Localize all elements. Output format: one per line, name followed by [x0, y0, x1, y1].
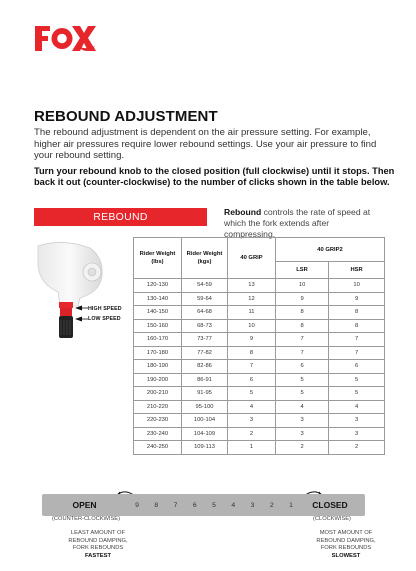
cell-grip2-hsr: 5: [329, 373, 385, 387]
cell-weight-kgs: 95-100: [182, 400, 228, 414]
click-number: 4: [231, 501, 236, 509]
cell-weight-lbs: 230-240: [134, 427, 182, 441]
rebound-description: [224, 207, 374, 239]
cell-grip2-lsr: 2: [276, 441, 329, 455]
cell-grip: 5: [228, 387, 276, 401]
cell-weight-kgs: 82-86: [182, 360, 228, 374]
cell-grip: 12: [228, 292, 276, 306]
open-note-line1: LEAST AMOUNT OF: [70, 530, 126, 536]
header-40-grip: 40 GRIP: [228, 238, 276, 279]
cell-weight-lbs: 180-190: [134, 360, 182, 374]
table-row: [134, 346, 385, 360]
closed-note: [296, 530, 396, 560]
table-body: [134, 279, 385, 455]
cell-grip2-lsr: 9: [276, 292, 329, 306]
rebound-description-text: controls the rate of speed at which the fork extends after compressing.: [224, 207, 371, 239]
cell-grip2-hsr: 8: [329, 319, 385, 333]
closed-label: CLOSED: [312, 500, 348, 510]
click-scale: [42, 494, 365, 516]
cell-weight-kgs: 91-95: [182, 387, 228, 401]
table-row: [134, 400, 385, 414]
closed-note-line1: MOST AMOUNT OF: [319, 530, 373, 536]
table-row: [134, 427, 385, 441]
cell-grip2-lsr: 10: [276, 279, 329, 293]
cell-grip2-hsr: 7: [329, 333, 385, 347]
cell-weight-lbs: 220-230: [134, 414, 182, 428]
cell-weight-kgs: 64-68: [182, 306, 228, 320]
closed-direction: (CLOCKWISE): [313, 516, 351, 522]
high-speed-label: HIGH SPEED: [88, 306, 122, 312]
cell-grip: 8: [228, 346, 276, 360]
click-number: 8: [154, 501, 159, 509]
cell-grip2-hsr: 6: [329, 360, 385, 374]
table-row: [134, 387, 385, 401]
header-40-grip2: 40 GRIP2: [276, 238, 385, 262]
closed-note-line2: REBOUND DAMPING,: [316, 537, 376, 544]
cell-grip2-hsr: 2: [329, 441, 385, 455]
table-row: [134, 373, 385, 387]
cell-grip2-lsr: 6: [276, 360, 329, 374]
cell-weight-kgs: 59-64: [182, 292, 228, 306]
cell-weight-kgs: 54-59: [182, 279, 228, 293]
header-rider-weight-lbs: Rider Weight (lbs): [134, 238, 182, 279]
fork-illustration: [32, 240, 132, 355]
cell-weight-lbs: 210-220: [134, 400, 182, 414]
click-number: 9: [135, 501, 139, 509]
cell-grip: 1: [228, 441, 276, 455]
click-number: 1: [289, 501, 293, 509]
open-label: OPEN: [72, 500, 97, 510]
open-note: [48, 530, 148, 560]
cell-grip2-lsr: 3: [276, 414, 329, 428]
click-number: 7: [173, 501, 178, 509]
cell-grip2-lsr: 8: [276, 319, 329, 333]
open-note-emphasis: FASTEST: [84, 552, 112, 559]
fox-logo: [34, 24, 96, 52]
cell-grip: 2: [228, 427, 276, 441]
cell-grip2-lsr: 3: [276, 427, 329, 441]
low-speed-label: LOW SPEED: [88, 316, 121, 322]
rebound-description-bold: Rebound: [224, 207, 262, 217]
intro-paragraph: The rebound adjustment is dependent on the air pressure setting. For example, higher air pressures require lower rebound settings. Use your air pressure to find your rebound setting.: [34, 127, 377, 161]
cell-grip2-hsr: 10: [329, 279, 385, 293]
cell-weight-lbs: 190-200: [134, 373, 182, 387]
cell-grip2-hsr: 3: [329, 427, 385, 441]
cell-grip: 7: [228, 360, 276, 374]
cell-grip: 13: [228, 279, 276, 293]
cell-weight-lbs: 150-160: [134, 319, 182, 333]
cell-grip: 6: [228, 373, 276, 387]
header-hsr: HSR: [329, 262, 385, 279]
cell-weight-kgs: 86-91: [182, 373, 228, 387]
closed-note-emphasis: SLOWEST: [331, 552, 361, 559]
cell-weight-lbs: 140-150: [134, 306, 182, 320]
cell-grip2-hsr: 7: [329, 346, 385, 360]
rebound-table: [133, 237, 385, 455]
table-row: [134, 360, 385, 374]
cell-grip2-hsr: 4: [329, 400, 385, 414]
cell-weight-kgs: 77-82: [182, 346, 228, 360]
cell-weight-kgs: 104-109: [182, 427, 228, 441]
cell-grip2-lsr: 5: [276, 373, 329, 387]
table-row: [134, 292, 385, 306]
cell-weight-kgs: 100-104: [182, 414, 228, 428]
cell-weight-lbs: 240-250: [134, 441, 182, 455]
cell-grip2-hsr: 3: [329, 414, 385, 428]
cell-grip: 9: [228, 333, 276, 347]
open-note-line2: REBOUND DAMPING,: [68, 537, 128, 544]
click-number: 6: [192, 501, 197, 509]
cell-weight-lbs: 160-170: [134, 333, 182, 347]
click-number: 5: [212, 501, 216, 509]
cell-grip2-lsr: 4: [276, 400, 329, 414]
cell-grip: 3: [228, 414, 276, 428]
fork-lower-icon: [32, 240, 132, 355]
cell-grip2-hsr: 8: [329, 306, 385, 320]
cell-grip2-lsr: 5: [276, 387, 329, 401]
cell-weight-kgs: 68-73: [182, 319, 228, 333]
page-title: REBOUND ADJUSTMENT: [34, 108, 218, 125]
header-rider-weight-kgs: Rider Weight (kgs): [182, 238, 228, 279]
cell-weight-kgs: 109-113: [182, 441, 228, 455]
cell-grip2-hsr: 5: [329, 387, 385, 401]
cell-grip2-lsr: 8: [276, 306, 329, 320]
cell-weight-kgs: 73-77: [182, 333, 228, 347]
open-direction: (COUNTER-CLOCKWISE): [52, 516, 120, 522]
cell-grip2-hsr: 9: [329, 292, 385, 306]
cell-weight-lbs: 170-180: [134, 346, 182, 360]
cell-grip: 10: [228, 319, 276, 333]
cell-grip2-lsr: 7: [276, 333, 329, 347]
cell-weight-lbs: 200-210: [134, 387, 182, 401]
table-row: [134, 441, 385, 455]
closed-note-line3: FORK REBOUNDS: [320, 545, 372, 551]
click-number: 2: [269, 501, 274, 509]
instruction-paragraph: Turn your rebound knob to the closed position (full clockwise) until it stops. Then back it out (counter-clockwise) to the number of clicks shown in the table below.: [34, 166, 395, 188]
cell-grip: 4: [228, 400, 276, 414]
table-row: [134, 333, 385, 347]
click-numbers: [130, 494, 298, 516]
table-row: [134, 414, 385, 428]
fox-logo-icon: [34, 24, 96, 52]
cell-grip2-lsr: 7: [276, 346, 329, 360]
open-note-line3: FORK REBOUNDS: [72, 545, 124, 551]
cell-weight-lbs: 130-140: [134, 292, 182, 306]
table-row: [134, 319, 385, 333]
cell-grip: 11: [228, 306, 276, 320]
table-row: [134, 306, 385, 320]
table-row: [134, 279, 385, 293]
click-number: 3: [250, 501, 255, 509]
cell-weight-lbs: 120-130: [134, 279, 182, 293]
header-lsr: LSR: [276, 262, 329, 279]
rebound-banner: REBOUND: [34, 208, 207, 226]
